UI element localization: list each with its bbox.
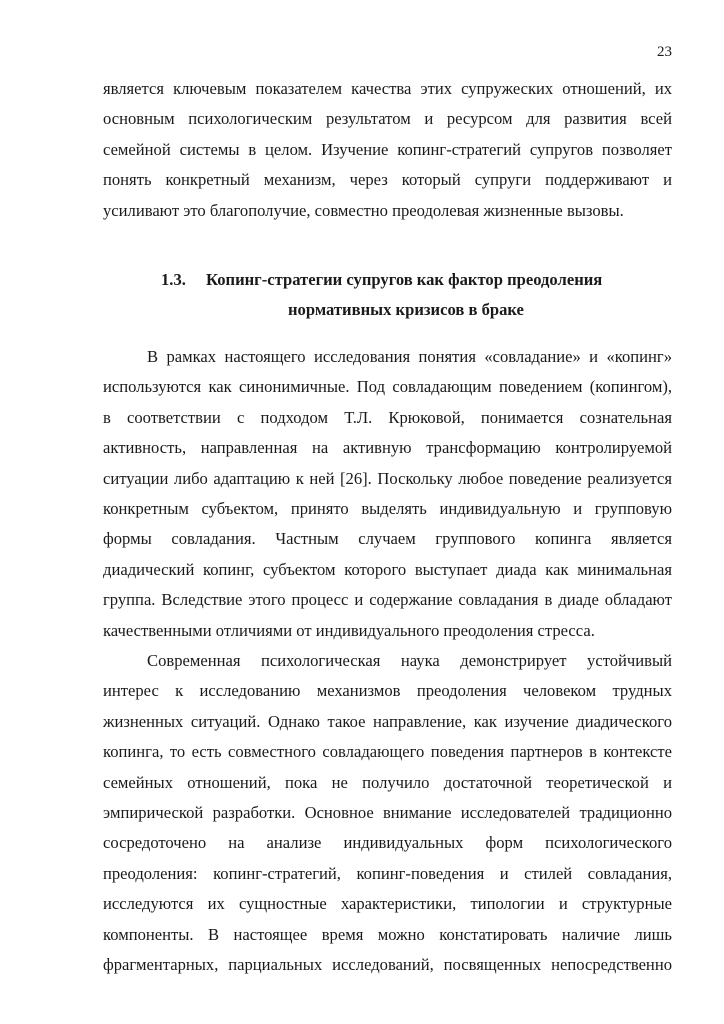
text-line: активность, направленная на активную трансформацию контролируемой: [103, 438, 672, 458]
text-line: является ключевым показателем качества этих супружеских отношений, их: [103, 79, 672, 98]
text-line: жизненных ситуаций. Однако такое направление, как изучение диадического: [103, 711, 672, 731]
text-line: диадический копинг, субъектом которого выступает диада как минимальная: [103, 559, 672, 579]
text-line: ситуации либо адаптацию к ней [26]. Поскольку любое поведение реализуется: [103, 468, 672, 488]
page-number: 23: [657, 44, 672, 60]
paragraph-continuation: [103, 74, 672, 226]
text-line: эмпирической разработки. Основное внимание исследователей традиционно: [103, 802, 672, 822]
section-heading-line-1: [103, 265, 672, 295]
text-line: в соответствии с подходом Т.Л. Крюковой, понимается сознательная: [103, 407, 672, 427]
text-line: группа. Вследствие этого процесс и содержание совладания в диаде обладают: [103, 590, 672, 610]
section-heading: [103, 265, 672, 326]
text-line: компоненты. В настоящее время можно констатировать наличие лишь: [103, 924, 672, 944]
text-line: формы совладания. Частным случаем группового копинга является: [103, 529, 672, 549]
section-number: 1.3.: [161, 270, 186, 289]
text-line: В рамках настоящего исследования понятия «совладание» и «копинг»: [147, 347, 672, 366]
text-line: исследуются их сущностные характеристики, типологии и структурные: [103, 894, 672, 914]
text-line: преодоления: копинг-стратегий, копинг-поведения и стилей совладания,: [103, 863, 672, 883]
section-title-part-1: Копинг-стратегии супругов как фактор преодоления: [206, 270, 603, 289]
section-title-part-2: нормативных кризисов в браке: [288, 300, 524, 320]
text-line: понять конкретный механизм, через который супруги поддерживают и: [103, 170, 672, 190]
text-line: усиливают это благополучие, совместно преодолевая жизненные вызовы.: [103, 200, 624, 220]
paragraph-3: [103, 646, 672, 980]
text-line: конкретным субъектом, принято выделять индивидуальную и групповую: [103, 498, 672, 518]
text-line: фрагментарных, парциальных исследований, посвященных непосредственно: [103, 954, 672, 974]
text-line: используются как синонимичные. Под совладающим поведением (копингом),: [103, 377, 672, 397]
text-line: качественными отличиями от индивидуального преодоления стресса.: [103, 620, 595, 640]
paragraph-2: [103, 342, 672, 646]
text-line: основным психологическим результатом и ресурсом для развития всей: [103, 109, 672, 129]
text-line: копинга, то есть совместного совладающего поведения партнеров в контексте: [103, 742, 672, 762]
text-line: сосредоточено на анализе индивидуальных форм психологического: [103, 833, 672, 853]
text-line: семейной системы в целом. Изучение копинг-стратегий супругов позволяет: [103, 139, 672, 159]
text-line: семейных отношений, пока не получило достаточной теоретической и: [103, 772, 672, 792]
text-line: Современная психологическая наука демонстрирует устойчивый: [147, 651, 672, 670]
text-line: интерес к исследованию механизмов преодоления человеком трудных: [103, 681, 672, 701]
